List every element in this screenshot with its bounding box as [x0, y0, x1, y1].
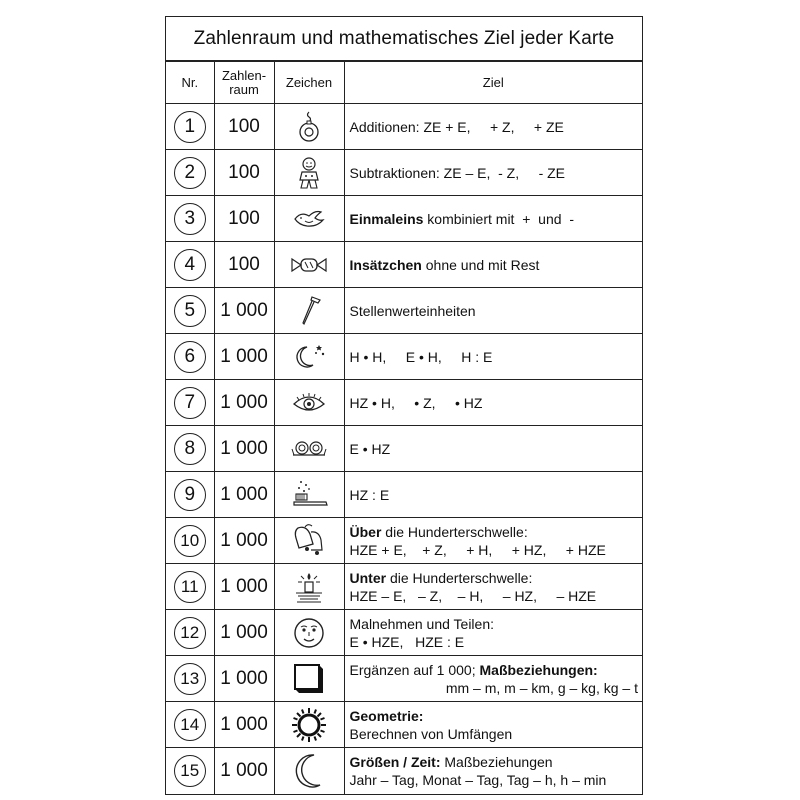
header-zahlenraum: Zahlen- raum	[214, 62, 274, 104]
zahlenraum-value: 1 000	[214, 380, 274, 426]
row-number-cell	[166, 610, 214, 656]
snails-icon	[289, 440, 329, 457]
row-number-cell	[166, 748, 214, 794]
table-row	[166, 242, 642, 288]
zahlenraum-value: 1 000	[214, 564, 274, 610]
ziel-cell	[344, 518, 642, 564]
ziel-cell	[344, 472, 642, 518]
ziel-cell	[344, 702, 642, 748]
ziel-text: E • HZE, HZE : E	[349, 633, 465, 650]
zeichen-cell	[274, 702, 344, 748]
moon-stars-icon	[289, 348, 329, 365]
row-number-cell	[166, 472, 214, 518]
ziel-cell	[344, 104, 642, 150]
ziel-cell	[344, 150, 642, 196]
row-number-cell	[166, 702, 214, 748]
header-nr: Nr.	[166, 62, 214, 104]
ziel-line	[350, 118, 643, 136]
goals-table	[166, 61, 642, 794]
zahlenraum-value: 100	[214, 150, 274, 196]
overview-card	[165, 16, 643, 795]
zeichen-cell	[274, 150, 344, 196]
crescent-icon	[292, 762, 326, 779]
row-number: 12	[174, 617, 206, 649]
ziel-text: Ergänzen auf 1 000;	[349, 661, 480, 678]
ziel-line	[350, 394, 643, 412]
table-row	[166, 564, 642, 610]
zahlenraum-value: 1 000	[214, 702, 274, 748]
ziel-text: Maßbeziehungen	[440, 753, 553, 770]
table-row	[166, 610, 642, 656]
ziel-bold-text: Geometrie:	[349, 707, 424, 724]
row-number-cell	[166, 656, 214, 702]
row-number-cell	[166, 196, 214, 242]
bird-icon	[291, 210, 327, 227]
row-number: 1	[174, 111, 206, 143]
table-row	[166, 472, 642, 518]
ziel-bold-text: Einmaleins	[349, 210, 424, 227]
row-number: 2	[174, 157, 206, 189]
ziel-bold-text: Größen / Zeit:	[349, 753, 441, 770]
zeichen-cell	[274, 472, 344, 518]
face-icon	[292, 624, 326, 641]
zahlenraum-value: 100	[214, 104, 274, 150]
ziel-text: ohne und mit Rest	[421, 256, 540, 273]
ziel-line	[350, 348, 643, 366]
card-title: Zahlenraum und mathematisches Ziel jeder Karte	[166, 17, 642, 61]
ziel-text: mm – m, m – km, g – kg, kg – t	[445, 679, 638, 696]
row-number: 8	[174, 433, 206, 465]
ziel-line	[350, 523, 643, 541]
row-number-cell	[166, 242, 214, 288]
ziel-line	[350, 771, 643, 789]
zeichen-cell	[274, 196, 344, 242]
ziel-line	[350, 725, 643, 743]
zahlenraum-value: 100	[214, 242, 274, 288]
ziel-cell	[344, 334, 642, 380]
ziel-text: HZE – E, – Z, – H, – HZ, – HZE	[349, 587, 597, 604]
ziel-cell	[344, 196, 642, 242]
ziel-text: Jahr – Tag, Monat – Tag, Tag – h, h – min	[349, 771, 607, 788]
row-number: 4	[174, 249, 206, 281]
ziel-text: H • H, E • H, H : E	[349, 348, 493, 365]
header-row	[166, 62, 642, 104]
ziel-cell	[344, 610, 642, 656]
ziel-bold-text: Über	[349, 523, 382, 540]
row-number-cell	[166, 288, 214, 334]
ziel-text: E • HZ	[349, 440, 391, 457]
ziel-text: Stellenwerteinheiten	[349, 302, 476, 319]
zeichen-cell	[274, 426, 344, 472]
row-number: 14	[174, 709, 206, 741]
row-number: 5	[174, 295, 206, 327]
bells-icon	[289, 532, 329, 549]
zeichen-cell	[274, 610, 344, 656]
zahlenraum-value: 1 000	[214, 518, 274, 564]
zahlenraum-value: 1 000	[214, 610, 274, 656]
table-row	[166, 380, 642, 426]
row-number: 13	[174, 663, 206, 695]
zahlenraum-value: 1 000	[214, 426, 274, 472]
zahlenraum-value: 100	[214, 196, 274, 242]
candy-icon	[289, 256, 329, 273]
row-number-cell	[166, 334, 214, 380]
table-row	[166, 748, 642, 794]
ziel-text: HZ • H, • Z, • HZ	[349, 394, 483, 411]
ziel-bold-text: Unter	[349, 569, 387, 586]
toothbrush-icon	[289, 486, 329, 503]
nail-icon	[296, 302, 322, 319]
zeichen-cell	[274, 380, 344, 426]
row-number-cell	[166, 564, 214, 610]
ziel-line	[350, 569, 643, 587]
row-number: 9	[174, 479, 206, 511]
ziel-line	[350, 486, 643, 504]
ziel-line	[350, 661, 643, 679]
ziel-text: Malnehmen und Teilen:	[349, 615, 495, 632]
ziel-line	[350, 679, 643, 697]
row-number: 6	[174, 341, 206, 373]
row-number: 10	[174, 525, 206, 557]
ziel-cell	[344, 426, 642, 472]
bomb-icon	[294, 118, 324, 135]
zeichen-cell	[274, 334, 344, 380]
ziel-text: Additionen: ZE + E, + Z, + ZE	[349, 118, 564, 135]
ziel-line	[350, 707, 643, 725]
ziel-text: Berechnen von Umfängen	[349, 725, 513, 742]
ziel-cell	[344, 564, 642, 610]
row-number: 7	[174, 387, 206, 419]
table-row	[166, 702, 642, 748]
table-row	[166, 334, 642, 380]
ziel-text: Subtraktionen: ZE – E, - Z, - ZE	[349, 164, 566, 181]
zeichen-cell	[274, 564, 344, 610]
ziel-cell	[344, 242, 642, 288]
ziel-text: die Hunderterschwelle:	[381, 523, 528, 540]
ziel-cell	[344, 288, 642, 334]
table-row	[166, 196, 642, 242]
candle-icon	[291, 578, 327, 595]
zeichen-cell	[274, 242, 344, 288]
zeichen-cell	[274, 288, 344, 334]
ziel-line	[350, 587, 643, 605]
ziel-line	[350, 164, 643, 182]
header-zeichen: Zeichen	[274, 62, 344, 104]
ziel-cell	[344, 380, 642, 426]
zahlenraum-value: 1 000	[214, 656, 274, 702]
zahlenraum-value: 1 000	[214, 472, 274, 518]
header-ziel: Ziel	[344, 62, 642, 104]
table-row	[166, 288, 642, 334]
ziel-line	[350, 541, 643, 559]
table-row	[166, 518, 642, 564]
sun-icon	[290, 716, 328, 733]
zahlenraum-value: 1 000	[214, 748, 274, 794]
ziel-bold-text: Maßbeziehungen:	[479, 661, 598, 678]
zeichen-cell	[274, 518, 344, 564]
zahlenraum-value: 1 000	[214, 288, 274, 334]
ziel-cell	[344, 656, 642, 702]
table-row	[166, 104, 642, 150]
ziel-bold-text: Insätzchen	[349, 256, 422, 273]
table-row	[166, 150, 642, 196]
ziel-text: HZE + E, + Z, + H, + HZ, + HZE	[349, 541, 606, 558]
zeichen-cell	[274, 104, 344, 150]
ziel-line	[350, 753, 643, 771]
cube-icon	[292, 670, 326, 687]
row-number-cell	[166, 150, 214, 196]
row-number-cell	[166, 518, 214, 564]
row-number: 11	[174, 571, 206, 603]
ziel-text: HZ : E	[349, 486, 390, 503]
ziel-text: die Hunderterschwelle:	[386, 569, 533, 586]
row-number-cell	[166, 380, 214, 426]
eye-icon	[291, 394, 327, 411]
row-number-cell	[166, 426, 214, 472]
clown-icon	[294, 164, 324, 181]
ziel-line	[350, 615, 643, 633]
zeichen-cell	[274, 656, 344, 702]
table-row	[166, 426, 642, 472]
row-number: 3	[174, 203, 206, 235]
ziel-line	[350, 210, 643, 228]
ziel-line	[350, 302, 643, 320]
table-row	[166, 656, 642, 702]
zahlenraum-value: 1 000	[214, 334, 274, 380]
ziel-line	[350, 633, 643, 651]
row-number-cell	[166, 104, 214, 150]
zeichen-cell	[274, 748, 344, 794]
ziel-cell	[344, 748, 642, 794]
row-number: 15	[174, 755, 206, 787]
ziel-text: kombiniert mit + und -	[423, 210, 574, 227]
ziel-line	[350, 440, 643, 458]
ziel-line	[350, 256, 643, 274]
